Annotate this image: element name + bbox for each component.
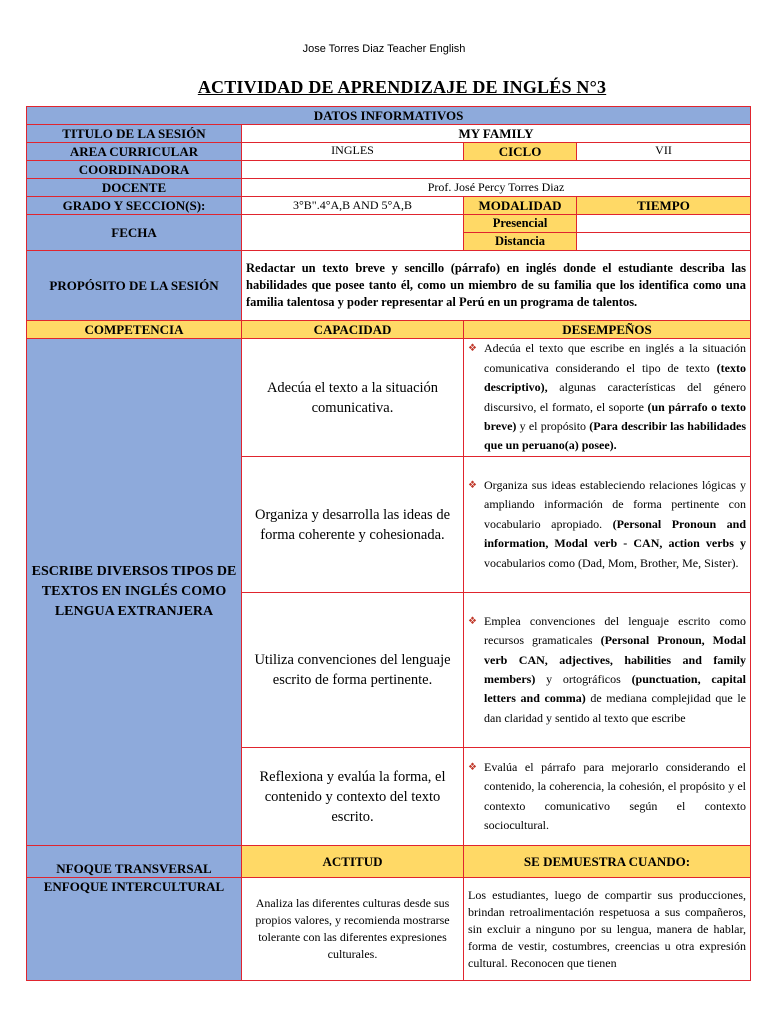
area-value: INGLES bbox=[242, 143, 464, 161]
distancia-value bbox=[577, 233, 751, 251]
desempeno-cell: ❖ Emplea convenciones del lenguaje escrito como recursos gramaticales (Personal Pronoun, Modal verb CAN, adjectives, habilities and family members) y ortográficos (punctuation, capital letters and comma) de mediana complejidad que le dan claridad y sentido al texto que escribe bbox=[464, 593, 751, 748]
ciclo-value: VII bbox=[577, 143, 751, 161]
actitud-text: Analiza las diferentes culturas desde sus propios valores, y recomienda mostrarse tolerante con las diferentes expresiones culturales. bbox=[242, 878, 464, 981]
actitud-header: ACTITUD bbox=[242, 846, 464, 878]
diamond-bullet-icon: ❖ bbox=[468, 343, 477, 355]
desempeno-cell: ❖ Evalúa el párrafo para mejorarlo considerando el contenido, la coherencia, la cohesión, el propósito y el contexto comunicativo según el contexto sociocultural. bbox=[464, 748, 751, 846]
capacidad-row bbox=[27, 339, 751, 457]
grado-value: 3°B".4°A,B AND 5°A,B bbox=[242, 197, 464, 215]
competencia-header: COMPETENCIA bbox=[27, 321, 242, 339]
capacidad-text: Utiliza convenciones del lenguaje escrito de forma pertinente. bbox=[242, 593, 464, 748]
fecha-label: FECHA bbox=[27, 215, 242, 251]
coordinadora-value bbox=[242, 161, 751, 179]
area-label: AREA CURRICULAR bbox=[27, 143, 242, 161]
tiempo-label: TIEMPO bbox=[577, 197, 751, 215]
page-title: ACTIVIDAD DE APRENDIZAJE DE INGLÉS N°3 bbox=[197, 77, 607, 97]
titulo-label: TITULO DE LA SESIÓN bbox=[27, 125, 242, 143]
titulo-value: MY FAMILY bbox=[242, 125, 751, 143]
presencial-value bbox=[577, 215, 751, 233]
coordinadora-label: COORDINADORA bbox=[27, 161, 242, 179]
enfoque-name: ENFOQUE INTERCULTURAL bbox=[27, 878, 242, 981]
fecha-value bbox=[242, 215, 464, 251]
docente-value: Prof. José Percy Torres Diaz bbox=[242, 179, 751, 197]
desempenos-header: DESEMPEÑOS bbox=[464, 321, 751, 339]
capacidad-text: Reflexiona y evalúa la forma, el contenido y contexto del texto escrito. bbox=[242, 748, 464, 846]
presencial-label: Presencial bbox=[464, 215, 577, 233]
modalidad-label: MODALIDAD bbox=[464, 197, 577, 215]
capacidad-text: Organiza y desarrolla las ideas de forma coherente y cohesionada. bbox=[242, 457, 464, 593]
enfoque-header: NFOQUE TRANSVERSAL bbox=[27, 846, 242, 878]
ciclo-label: CICLO bbox=[464, 143, 577, 161]
desempeno-cell: ❖ Adecúa el texto que escribe en inglés a la situación comunicativa considerando el tipo de texto (texto descriptivo), algunas características del género discursivo, el formato, el soporte (un párrafo o texto breve) y el propósito (Para describir las habilidades que un peruano(a) posee). bbox=[464, 339, 751, 457]
proposito-label: PROPÓSITO DE LA SESIÓN bbox=[27, 251, 242, 321]
distancia-label: Distancia bbox=[464, 233, 577, 251]
competencia-name: ESCRIBE DIVERSOS TIPOS DE TEXTOS EN INGLÉS COMO LENGUA EXTRANJERA bbox=[27, 339, 242, 846]
capacidad-text: Adecúa el texto a la situación comunicativa. bbox=[242, 339, 464, 457]
diamond-bullet-icon: ❖ bbox=[468, 615, 477, 627]
diamond-bullet-icon: ❖ bbox=[468, 761, 477, 773]
datos-informativos-header: DATOS INFORMATIVOS bbox=[27, 107, 751, 125]
diamond-bullet-icon: ❖ bbox=[468, 479, 477, 491]
capacidad-header: CAPACIDAD bbox=[242, 321, 464, 339]
docente-label: DOCENTE bbox=[27, 179, 242, 197]
activity-table bbox=[26, 106, 751, 981]
header-author-line: Jose Torres Diaz Teacher English bbox=[302, 43, 466, 55]
demuestra-header: SE DEMUESTRA CUANDO: bbox=[464, 846, 751, 878]
demuestra-text: Los estudiantes, luego de compartir sus producciones, brindan retroalimentación respetuosa a sus compañeros, sin excluir a ninguno por su lengua, manera de hablar, forma de vestir, costumbres, creencias u otra expresión cultural. Reconocen que tienen bbox=[464, 878, 751, 981]
proposito-text: Redactar un texto breve y sencillo (párrafo) en inglés donde el estudiante describa las habilidades que posee tanto él, como un miembro de su familia que los identifica como una familia talentosa y poder representar al Perú en un programa de talentos. bbox=[242, 251, 751, 321]
grado-label: GRADO Y SECCION(S): bbox=[27, 197, 242, 215]
desempeno-cell: ❖ Organiza sus ideas estableciendo relaciones lógicas y ampliando información de forma pertinente con vocabulario apropiado. (Personal Pronoun and information, Modal verb - CAN, action verbs y vocabularios como (Dad, Mom, Brother, Me, Sister). bbox=[464, 457, 751, 593]
